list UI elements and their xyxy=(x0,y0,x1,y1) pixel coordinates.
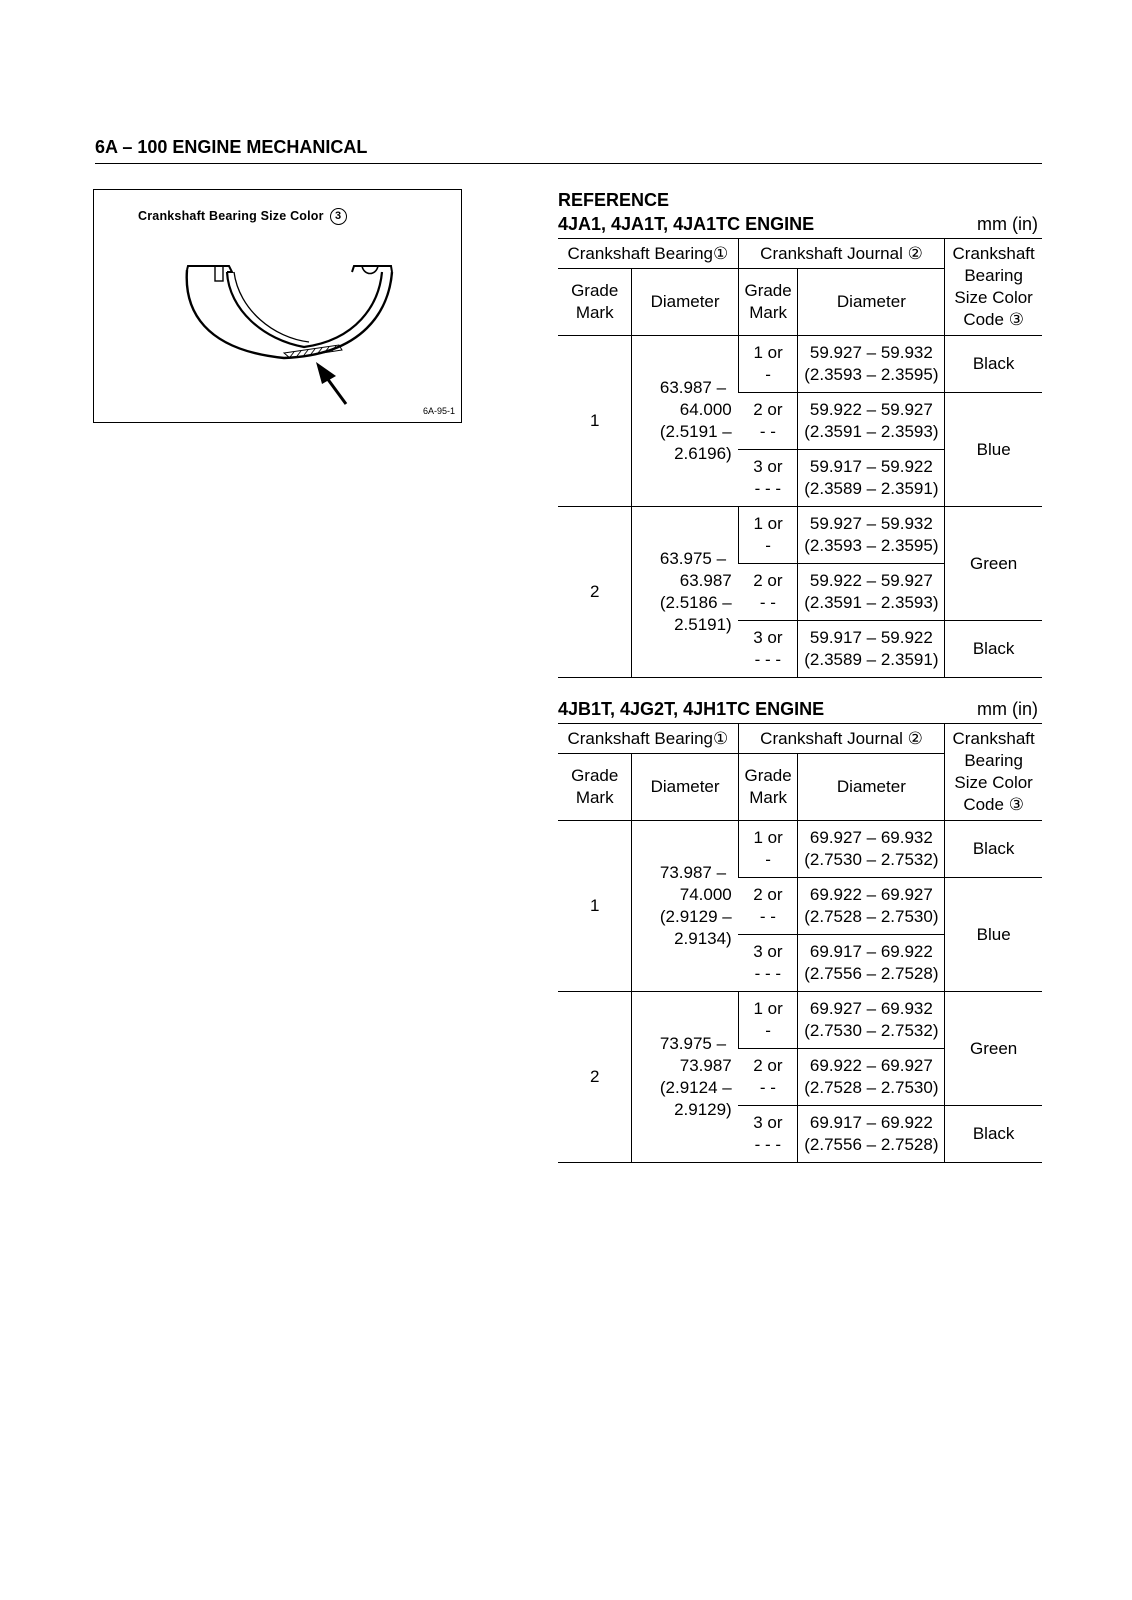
header-grade-mark xyxy=(558,754,632,821)
header-line: Code ③ xyxy=(963,795,1024,814)
journal-diameter-line: 59.922 – 59.927 xyxy=(809,571,933,590)
mark-line: 2 or xyxy=(753,400,783,419)
header-line: Bearing xyxy=(964,751,1023,770)
grade-cell: 1 xyxy=(558,821,632,992)
journal-diameter-line: (2.7528 – 2.7530) xyxy=(804,907,939,926)
header-line: Bearing xyxy=(964,266,1023,285)
header-line: Size Color xyxy=(954,773,1033,792)
journal-diameter-cell xyxy=(798,564,945,621)
journal-mark-cell xyxy=(738,393,798,450)
diameter-line: 2.9134) xyxy=(674,929,732,948)
bearing-diameter-cell xyxy=(632,992,738,1163)
journal-diameter-line: 59.922 – 59.927 xyxy=(809,400,933,419)
mark-line: - - xyxy=(759,593,776,612)
header-diameter: Diameter xyxy=(798,269,945,336)
diameter-line: (2.9124 – xyxy=(659,1078,732,1097)
journal-mark-cell xyxy=(738,450,798,507)
journal-diameter-line: (2.3593 – 2.3595) xyxy=(804,536,939,555)
mark-line: 2 or xyxy=(753,885,783,904)
journal-mark-cell xyxy=(738,878,798,935)
header-line: Mark xyxy=(749,788,787,807)
header-line: Grade xyxy=(744,281,792,300)
mark-line: 3 or xyxy=(753,628,783,647)
mark-line: - - - xyxy=(754,650,782,669)
table-row xyxy=(558,992,1042,1049)
color-code-cell: Black xyxy=(945,336,1042,393)
bearing-spec-table xyxy=(558,723,1042,1163)
bearing-diameter-cell xyxy=(632,507,738,678)
diameter-line: (2.9129 – xyxy=(659,907,732,926)
diameter-line: 73.987 xyxy=(679,1056,732,1075)
journal-mark-cell xyxy=(738,564,798,621)
bearing-figure xyxy=(93,189,462,423)
journal-diameter-cell xyxy=(798,1106,945,1163)
mark-line: 1 or xyxy=(753,828,783,847)
journal-diameter-cell xyxy=(798,336,945,393)
reference-section-2 xyxy=(558,697,1042,1163)
table-row xyxy=(558,507,1042,564)
header-crankshaft-journal: Crankshaft Journal ② xyxy=(738,239,945,269)
mark-line: 1 or xyxy=(753,343,783,362)
journal-diameter-cell xyxy=(798,878,945,935)
diameter-line: 73.975 – xyxy=(659,1034,727,1053)
diameter-lines xyxy=(660,1033,732,1121)
bearing-spec-table xyxy=(558,238,1042,678)
header-grade-mark xyxy=(738,269,798,336)
mark-line: 1 or xyxy=(753,999,783,1018)
mark-line: - xyxy=(765,365,771,384)
mark-line: 3 or xyxy=(753,457,783,476)
grade-cell: 2 xyxy=(558,992,632,1163)
header-crankshaft-bearing: Crankshaft Bearing① xyxy=(567,728,729,748)
journal-diameter-line: (2.3589 – 2.3591) xyxy=(804,479,939,498)
mark-line: - - xyxy=(759,907,776,926)
journal-mark-cell xyxy=(738,1049,798,1106)
journal-diameter-line: (2.7528 – 2.7530) xyxy=(804,1078,939,1097)
header-diameter: Diameter xyxy=(632,754,738,821)
table-title: 4JA1, 4JA1T, 4JA1TC ENGINE xyxy=(558,214,815,234)
journal-diameter-line: 69.927 – 69.932 xyxy=(809,828,933,847)
page-header xyxy=(95,137,1042,164)
journal-diameter-line: (2.3589 – 2.3591) xyxy=(804,650,939,669)
journal-diameter-line: 69.922 – 69.927 xyxy=(809,885,933,904)
reference-label: REFERENCE xyxy=(558,190,670,210)
color-code-cell: Green xyxy=(945,507,1042,621)
bearing-diameter-cell xyxy=(632,821,738,992)
grade-cell: 2 xyxy=(558,507,632,678)
diameter-line: 73.987 – xyxy=(659,863,727,882)
diameter-lines xyxy=(660,862,732,950)
bearing-diameter-cell xyxy=(632,336,738,507)
journal-diameter-line: 59.927 – 59.932 xyxy=(809,514,933,533)
journal-diameter-line: (2.3591 – 2.3593) xyxy=(804,593,939,612)
figure-marker: 3 xyxy=(330,208,347,225)
journal-diameter-line: (2.7556 – 2.7528) xyxy=(804,964,939,983)
header-line: Mark xyxy=(749,303,787,322)
journal-diameter-line: 59.927 – 59.932 xyxy=(809,343,933,362)
mark-line: - - - xyxy=(754,1135,782,1154)
journal-diameter-line: (2.7530 – 2.7532) xyxy=(804,850,939,869)
journal-diameter-cell xyxy=(798,450,945,507)
journal-mark-cell xyxy=(738,507,798,564)
color-code-cell: Blue xyxy=(945,393,1042,507)
journal-diameter-cell xyxy=(798,992,945,1049)
journal-diameter-line: 59.917 – 59.922 xyxy=(809,628,933,647)
header-crankshaft-bearing: Crankshaft Bearing① xyxy=(567,243,729,263)
reference-section-1 xyxy=(558,189,1042,678)
journal-diameter-line: (2.7530 – 2.7532) xyxy=(804,1021,939,1040)
diameter-lines xyxy=(660,377,732,465)
header-row xyxy=(558,724,1042,754)
journal-diameter-cell xyxy=(798,621,945,678)
mark-line: - xyxy=(765,536,771,555)
figure-code: 6A-95-1 xyxy=(422,406,455,416)
diameter-line: 2.9129) xyxy=(674,1100,732,1119)
header-line: Grade xyxy=(571,281,619,300)
journal-diameter-line: 69.922 – 69.927 xyxy=(809,1056,933,1075)
unit-label: mm (in) xyxy=(977,699,1038,719)
journal-mark-cell xyxy=(738,935,798,992)
header-crankshaft-journal: Crankshaft Journal ② xyxy=(738,724,945,754)
mark-line: 1 or xyxy=(753,514,783,533)
mark-line: - xyxy=(765,1021,771,1040)
color-code-cell: Black xyxy=(945,1106,1042,1163)
header-color-code xyxy=(945,239,1042,336)
mark-line: - - - xyxy=(754,964,782,983)
table-row xyxy=(558,821,1042,878)
header-line: Mark xyxy=(575,788,614,807)
header-row xyxy=(558,239,1042,269)
header-line: Code ③ xyxy=(963,310,1024,329)
diameter-line: 63.987 xyxy=(679,571,732,590)
header-line: Size Color xyxy=(954,288,1033,307)
header-diameter: Diameter xyxy=(632,269,738,336)
journal-diameter-line: 69.917 – 69.922 xyxy=(809,1113,933,1132)
diameter-lines xyxy=(660,548,732,636)
journal-diameter-line: 69.927 – 69.932 xyxy=(809,999,933,1018)
journal-diameter-cell xyxy=(798,1049,945,1106)
header-line: Crankshaft xyxy=(952,244,1035,263)
mark-line: 3 or xyxy=(753,1113,783,1132)
header-line: Grade xyxy=(571,766,619,785)
mark-line: 2 or xyxy=(753,571,783,590)
journal-diameter-line: (2.3593 – 2.3595) xyxy=(804,365,939,384)
grade-cell: 1 xyxy=(558,336,632,507)
journal-mark-cell xyxy=(738,621,798,678)
journal-diameter-cell xyxy=(798,821,945,878)
diameter-line: 2.6196) xyxy=(674,444,732,463)
unit-label: mm (in) xyxy=(977,214,1038,234)
diameter-line: 74.000 xyxy=(679,885,732,904)
header-line: Mark xyxy=(575,303,614,322)
diameter-line: (2.5191 – xyxy=(659,422,732,441)
header-line: Crankshaft xyxy=(952,729,1035,748)
table-row xyxy=(558,336,1042,393)
color-code-cell: Blue xyxy=(945,878,1042,992)
header-grade-mark xyxy=(738,754,798,821)
bearing-shell-illustration xyxy=(94,190,461,422)
diameter-line: 64.000 xyxy=(679,400,732,419)
figure-title-text: Crankshaft Bearing Size Color xyxy=(138,208,324,223)
color-code-cell: Black xyxy=(945,821,1042,878)
table-title: 4JB1T, 4JG2T, 4JH1TC ENGINE xyxy=(558,699,825,719)
header-color-code xyxy=(945,724,1042,821)
mark-line: 2 or xyxy=(753,1056,783,1075)
mark-line: - - xyxy=(759,1078,776,1097)
diameter-line: (2.5186 – xyxy=(659,593,732,612)
header-diameter: Diameter xyxy=(798,754,945,821)
journal-diameter-cell xyxy=(798,935,945,992)
journal-mark-cell xyxy=(738,1106,798,1163)
mark-line: - xyxy=(765,850,771,869)
journal-mark-cell xyxy=(738,992,798,1049)
header-line: Grade xyxy=(744,766,792,785)
journal-diameter-line: 59.917 – 59.922 xyxy=(809,457,933,476)
journal-mark-cell xyxy=(738,336,798,393)
header-grade-mark xyxy=(558,269,632,336)
mark-line: - - - xyxy=(754,479,782,498)
mark-line: 3 or xyxy=(753,942,783,961)
journal-diameter-cell xyxy=(798,393,945,450)
page-title: 6A – 100 ENGINE MECHANICAL xyxy=(95,137,368,157)
journal-mark-cell xyxy=(738,821,798,878)
color-code-cell: Black xyxy=(945,621,1042,678)
journal-diameter-cell xyxy=(798,507,945,564)
journal-diameter-line: (2.3591 – 2.3593) xyxy=(804,422,939,441)
diameter-line: 63.975 – xyxy=(659,549,727,568)
journal-diameter-line: 69.917 – 69.922 xyxy=(809,942,933,961)
journal-diameter-line: (2.7556 – 2.7528) xyxy=(804,1135,939,1154)
mark-line: - - xyxy=(759,422,776,441)
diameter-line: 2.5191) xyxy=(674,615,732,634)
color-code-cell: Green xyxy=(945,992,1042,1106)
diameter-line: 63.987 – xyxy=(659,378,727,397)
